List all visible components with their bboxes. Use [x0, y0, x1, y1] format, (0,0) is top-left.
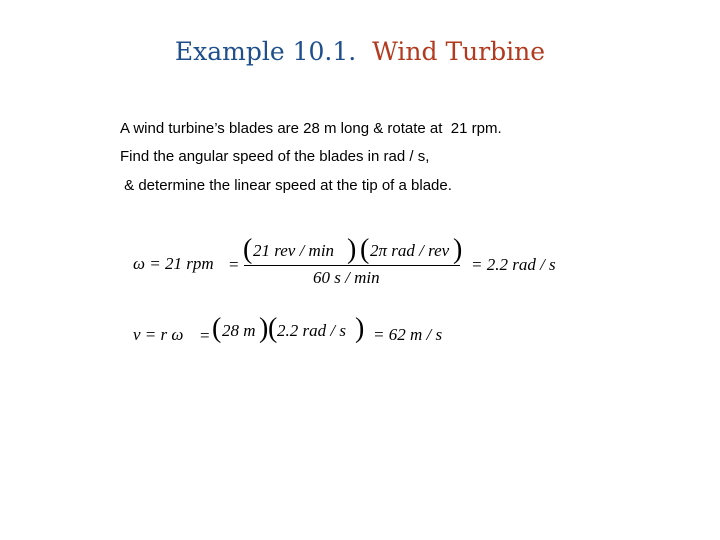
problem-line-3: & determine the linear speed at the tip of a blade.	[120, 177, 452, 194]
title-prefix: Example 10.1.	[174, 37, 357, 66]
eq1-denominator: 60 s / min	[313, 268, 380, 287]
eq2-paren-close-a: )	[259, 313, 269, 344]
eq1-fraction-bar	[244, 265, 460, 266]
eq2-factor-a: 28 m	[222, 321, 256, 340]
problem-line-2: Find the angular speed of the blades in rad / s,	[120, 148, 430, 165]
eq2-paren-open-a: (	[212, 313, 222, 344]
eq1-paren-close-b: )	[453, 234, 463, 265]
eq1-paren-open-b: (	[360, 234, 370, 265]
title-accent: Wind Turbine	[372, 37, 546, 66]
eq1-result: = 2.2 rad / s	[471, 255, 556, 274]
eq1-lhs: ω = 21 rpm	[133, 254, 214, 273]
page-title	[0, 37, 720, 66]
eq1-numerator-b: 2π rad / rev	[370, 241, 450, 260]
eq2-paren-close-b: )	[355, 313, 365, 344]
problem-line-1: A wind turbine’s blades are 28 m long & rotate at 21 rpm.	[120, 120, 502, 137]
eq1-equals: =	[229, 255, 239, 274]
eq1-numerator-a: 21 rev / min	[253, 241, 335, 260]
eq2-paren-open-b: (	[268, 313, 278, 344]
eq2-result: = 62 m / s	[373, 325, 443, 344]
eq2-lhs: v = r ω	[133, 325, 184, 344]
eq2-factor-b: 2.2 rad / s	[277, 321, 346, 340]
eq1-paren-open-a: (	[243, 234, 253, 265]
eq2-equals: =	[200, 326, 210, 345]
eq1-paren-close-a: )	[347, 234, 357, 265]
